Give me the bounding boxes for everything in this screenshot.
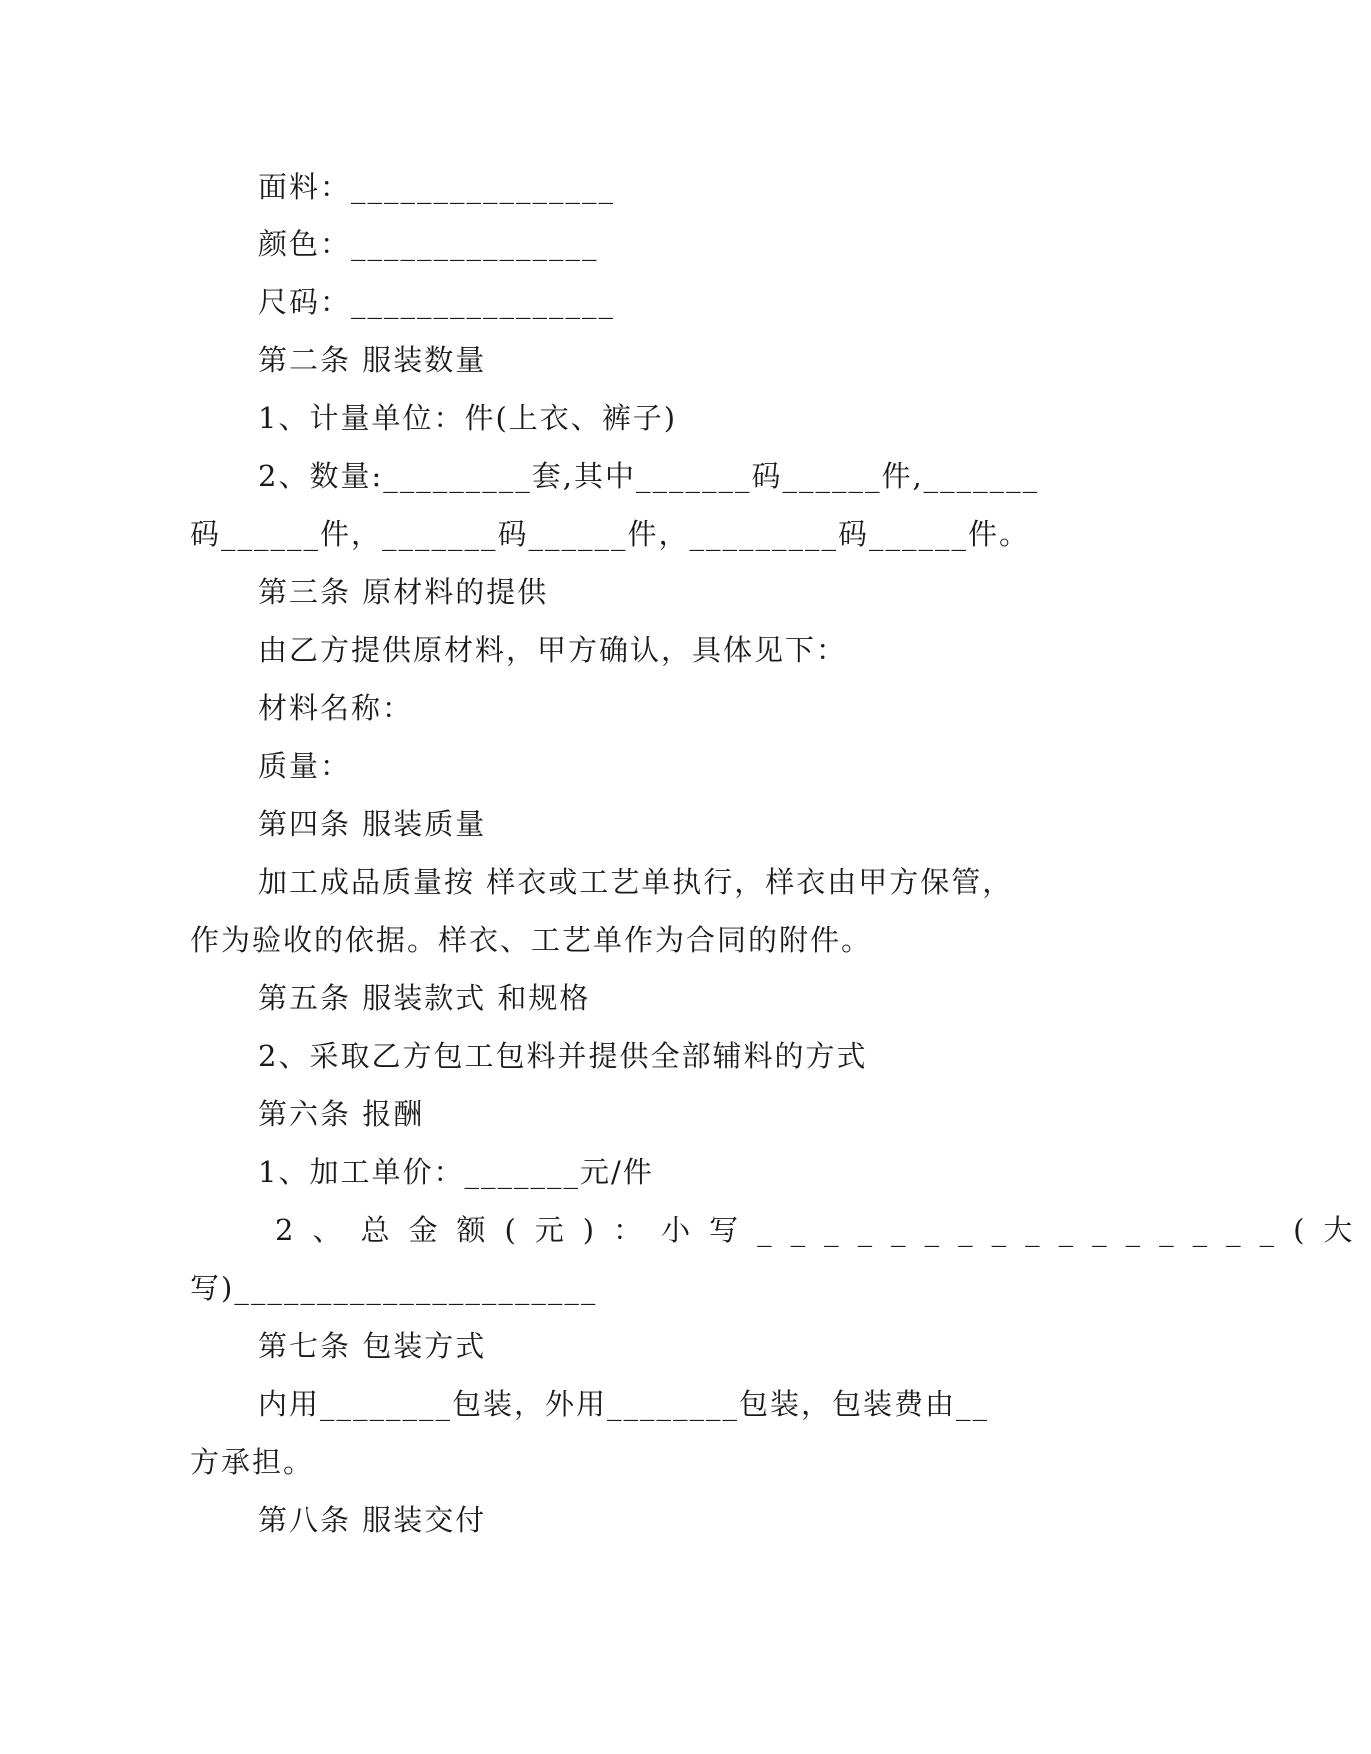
unit-price-line: 1、加工单价：_______元/件 — [258, 1155, 654, 1189]
color-line: 颜色：_______________ — [258, 227, 599, 261]
article-3-heading: 第三条 原材料的提供 — [258, 575, 549, 609]
article-8-heading: 第八条 服装交付 — [258, 1503, 487, 1537]
article-6-heading: 第六条 报酬 — [258, 1097, 425, 1131]
material-name-line: 材料名称： — [258, 691, 414, 725]
quantity-line-continued: 码______件，_______码______件，_________码______件。 — [190, 517, 1031, 551]
quality-standard-line-continued: 作为验收的依据。样衣、工艺单作为合同的附件。 — [190, 923, 873, 957]
quantity-line: 2、数量:_________套,其中_______码______件,_______ — [258, 459, 1040, 493]
total-amount-line: 2、总金额(元)：小写________________(大 — [275, 1213, 1371, 1247]
article-7-heading: 第七条 包装方式 — [258, 1329, 487, 1363]
size-line: 尺码：________________ — [258, 285, 616, 319]
fabric-line: 面料：________________ — [258, 170, 616, 204]
material-supply-line: 由乙方提供原材料，甲方确认，具体见下： — [258, 633, 848, 667]
packaging-line-continued: 方承担。 — [190, 1445, 315, 1479]
quality-line: 质量： — [258, 749, 352, 783]
article-2-heading: 第二条 服装数量 — [258, 343, 487, 377]
article-5-heading: 第五条 服装款式 和规格 — [258, 981, 591, 1015]
unit-of-measure-line: 1、计量单位：件(上衣、裤子) — [258, 401, 678, 435]
contracting-method-line: 2、采取乙方包工包料并提供全部辅料的方式 — [258, 1039, 868, 1073]
article-4-heading: 第四条 服装质量 — [258, 807, 487, 841]
packaging-line: 内用________包装，外用________包装，包装费由__ — [258, 1387, 990, 1421]
total-amount-line-continued: 写)______________________ — [190, 1271, 598, 1305]
quality-standard-line: 加工成品质量按 样衣或工艺单执行，样衣由甲方保管， — [258, 865, 1014, 899]
